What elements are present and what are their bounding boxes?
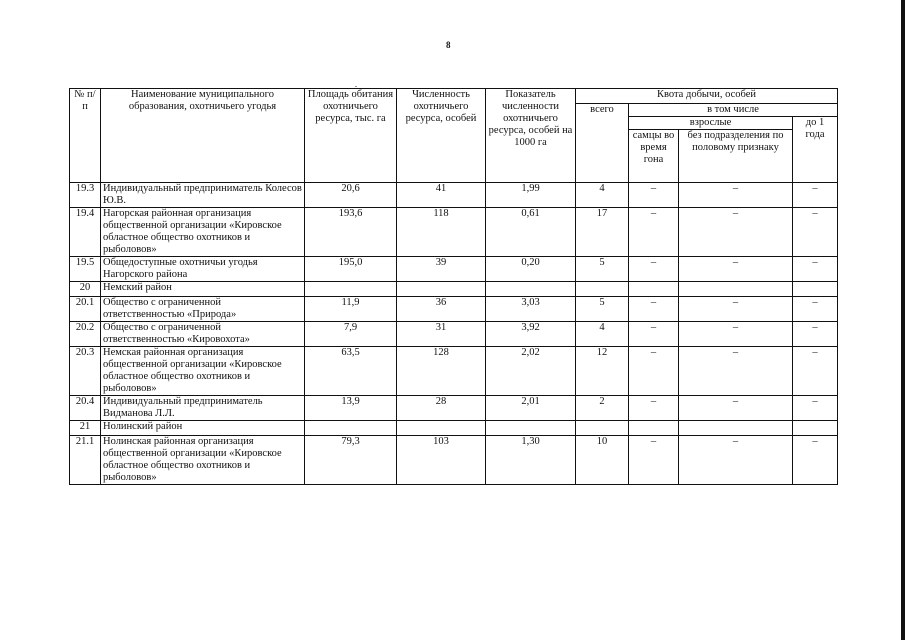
table-row — [70, 396, 838, 421]
row-number: 19.5 — [70, 257, 101, 282]
row-no-sex-split: – — [679, 322, 793, 347]
row-number: 19.3 — [70, 183, 101, 208]
row-males-rut: – — [629, 436, 679, 485]
row-name: Индивидуальный предприниматель Колесов Ю.В. — [101, 183, 305, 208]
row-population: 36 — [397, 297, 486, 322]
empty-cell — [305, 282, 397, 297]
row-total: 17 — [576, 208, 629, 257]
row-under-one: – — [793, 396, 838, 421]
row-density: 3,03 — [486, 297, 576, 322]
empty-cell — [397, 421, 486, 436]
quota-table — [69, 88, 838, 485]
row-number: 20.4 — [70, 396, 101, 421]
page-number: 8 — [446, 40, 451, 50]
row-total: 5 — [576, 257, 629, 282]
empty-cell — [576, 282, 629, 297]
district-row — [70, 282, 838, 297]
table-row — [70, 208, 838, 257]
row-area: 193,6 — [305, 208, 397, 257]
row-total: 5 — [576, 297, 629, 322]
row-males-rut: – — [629, 347, 679, 396]
header-total: всего — [576, 104, 629, 183]
empty-cell — [486, 421, 576, 436]
row-name: Нолинский район — [101, 421, 305, 436]
row-population: 39 — [397, 257, 486, 282]
row-density: 0,61 — [486, 208, 576, 257]
row-no-sex-split: – — [679, 257, 793, 282]
row-population: 31 — [397, 322, 486, 347]
header-population: Численность охотничьего ресурса, особей — [397, 89, 486, 183]
header-name: Наименование муниципального образования, охотничьего угодья — [101, 89, 305, 183]
row-population: 103 — [397, 436, 486, 485]
scan-edge-shadow — [901, 0, 905, 640]
row-number: 20.3 — [70, 347, 101, 396]
row-area: 79,3 — [305, 436, 397, 485]
table-row — [70, 347, 838, 396]
empty-cell — [576, 421, 629, 436]
row-no-sex-split: – — [679, 347, 793, 396]
row-total: 4 — [576, 322, 629, 347]
row-males-rut: – — [629, 396, 679, 421]
header-males-rut: самцы во время гона — [629, 130, 679, 183]
row-under-one: – — [793, 436, 838, 485]
row-population: 128 — [397, 347, 486, 396]
row-number: 20.1 — [70, 297, 101, 322]
row-area: 13,9 — [305, 396, 397, 421]
empty-cell — [629, 282, 679, 297]
row-under-one: – — [793, 297, 838, 322]
row-area: 11,9 — [305, 297, 397, 322]
row-name: Общество с ограниченной ответственностью «Кировохота» — [101, 322, 305, 347]
row-name: Нагорская районная организация общественной организации «Кировское областное общество охотников и рыболовов» — [101, 208, 305, 257]
row-name: Немская районная организация общественной организации «Кировское областное общество охотников и рыболовов» — [101, 347, 305, 396]
row-total: 10 — [576, 436, 629, 485]
scan-speck — [355, 86, 357, 87]
row-area: 195,0 — [305, 257, 397, 282]
row-under-one: – — [793, 322, 838, 347]
row-density: 1,30 — [486, 436, 576, 485]
row-name: Общество с ограниченной ответственностью «Природа» — [101, 297, 305, 322]
table-row — [70, 297, 838, 322]
row-total: 4 — [576, 183, 629, 208]
header-no-sex-split: без подразделения по половому признаку — [679, 130, 793, 183]
row-males-rut: – — [629, 322, 679, 347]
row-area: 20,6 — [305, 183, 397, 208]
row-males-rut: – — [629, 183, 679, 208]
row-density: 0,20 — [486, 257, 576, 282]
empty-cell — [793, 421, 838, 436]
district-row — [70, 421, 838, 436]
row-number: 19.4 — [70, 208, 101, 257]
row-under-one: – — [793, 257, 838, 282]
row-area: 7,9 — [305, 322, 397, 347]
row-population: 41 — [397, 183, 486, 208]
header-under-one: до 1 года — [793, 117, 838, 183]
header-quota: Квота добычи, особей — [576, 89, 838, 104]
row-no-sex-split: – — [679, 297, 793, 322]
row-no-sex-split: – — [679, 183, 793, 208]
header-adults: взрослые — [629, 117, 793, 130]
table-row — [70, 183, 838, 208]
row-number: 20.2 — [70, 322, 101, 347]
header-density: Показатель численности охотничьего ресурса, особей на 1000 га — [486, 89, 576, 183]
header-area: Площадь обитания охотничьего ресурса, тыс. га — [305, 89, 397, 183]
row-males-rut: – — [629, 257, 679, 282]
row-number: 21.1 — [70, 436, 101, 485]
row-males-rut: – — [629, 297, 679, 322]
row-males-rut: – — [629, 208, 679, 257]
row-name: Нолинская районная организация общественной организации «Кировское областное общество охотников и рыболовов» — [101, 436, 305, 485]
row-population: 28 — [397, 396, 486, 421]
row-no-sex-split: – — [679, 396, 793, 421]
table-body — [70, 183, 838, 485]
header-including: в том числе — [629, 104, 838, 117]
row-under-one: – — [793, 183, 838, 208]
table-row — [70, 257, 838, 282]
row-number: 20 — [70, 282, 101, 297]
empty-cell — [397, 282, 486, 297]
row-density: 3,92 — [486, 322, 576, 347]
empty-cell — [486, 282, 576, 297]
row-no-sex-split: – — [679, 436, 793, 485]
row-under-one: – — [793, 347, 838, 396]
row-no-sex-split: – — [679, 208, 793, 257]
row-under-one: – — [793, 208, 838, 257]
row-total: 12 — [576, 347, 629, 396]
row-density: 1,99 — [486, 183, 576, 208]
header-num: № п/п — [70, 89, 101, 183]
table-row — [70, 436, 838, 485]
row-name: Немский район — [101, 282, 305, 297]
empty-cell — [679, 282, 793, 297]
empty-cell — [679, 421, 793, 436]
row-density: 2,01 — [486, 396, 576, 421]
row-population: 118 — [397, 208, 486, 257]
empty-cell — [305, 421, 397, 436]
row-area: 63,5 — [305, 347, 397, 396]
table-row — [70, 322, 838, 347]
row-total: 2 — [576, 396, 629, 421]
row-name: Общедоступные охотничьи угодья Нагорского района — [101, 257, 305, 282]
empty-cell — [629, 421, 679, 436]
row-density: 2,02 — [486, 347, 576, 396]
row-number: 21 — [70, 421, 101, 436]
empty-cell — [793, 282, 838, 297]
row-name: Индивидуальный предприниматель Видманова Л.Л. — [101, 396, 305, 421]
